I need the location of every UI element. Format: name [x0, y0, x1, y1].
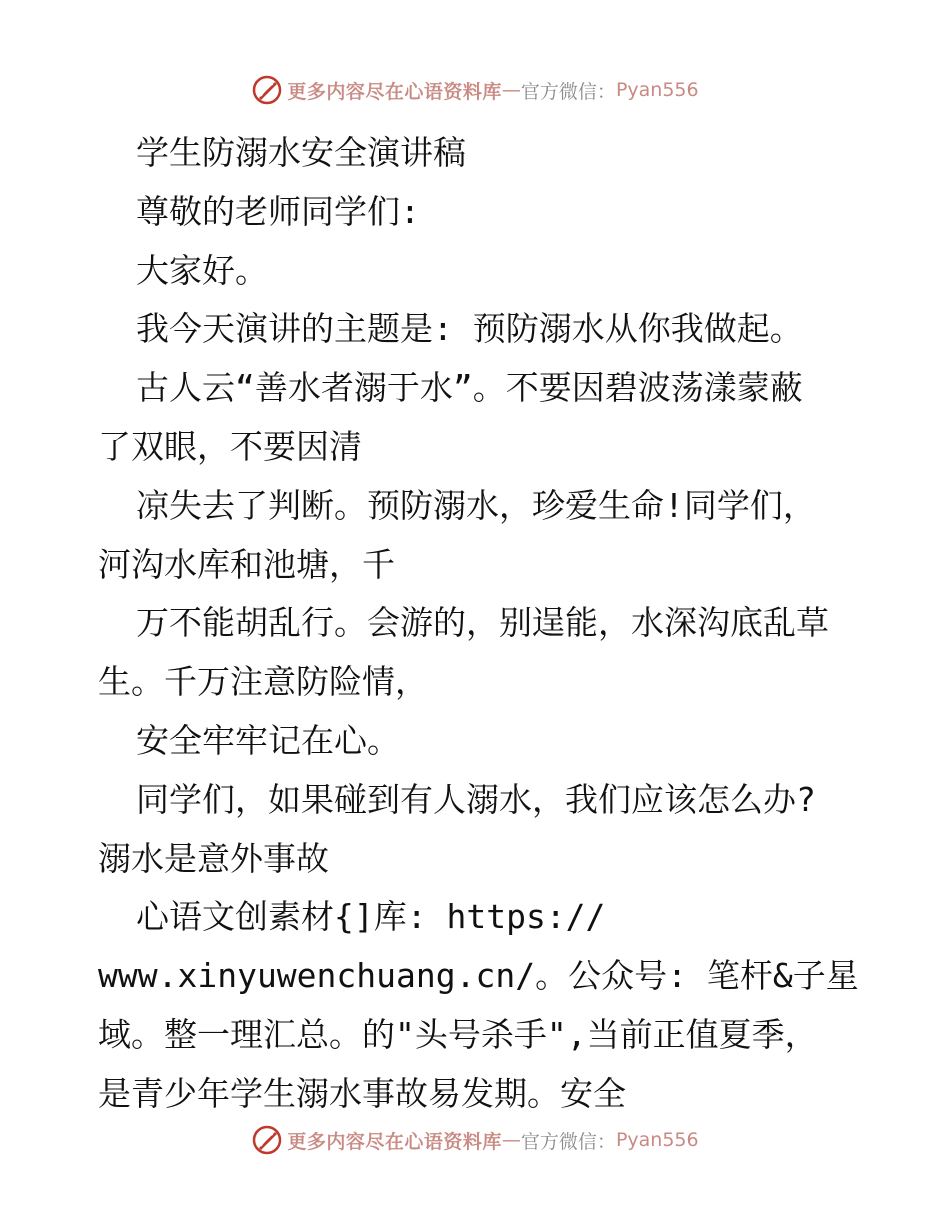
watermark-dash: —: [501, 79, 521, 101]
paragraph-line: 凉失去了判断。预防溺水，珍爱生命!同学们，: [136, 485, 816, 525]
watermark-dash: —: [501, 1129, 521, 1151]
paragraph-line: 域。整一理汇总。的"头号杀手",当前正值夏季，: [98, 1014, 818, 1054]
document-body: [98, 124, 858, 1124]
watermark-wechat-id: Pyan556: [615, 79, 699, 101]
paragraph-line: 我今天演讲的主题是: 预防溺水从你我做起。: [136, 309, 803, 349]
paragraph-line: 生。千万注意防险情，: [98, 662, 428, 702]
paragraph-line: 安全牢牢记在心。: [136, 720, 400, 760]
header-watermark: [0, 73, 950, 107]
greeting: 大家好。: [136, 250, 268, 290]
paragraph-line: 是青少年学生溺水事故易发期。安全: [98, 1073, 626, 1113]
paragraph-line: 同学们，如果碰到有人溺水，我们应该怎么办?: [136, 779, 816, 819]
footer-watermark: [0, 1123, 950, 1157]
watermark-wechat-id: Pyan556: [615, 1129, 699, 1151]
paragraph-line: 了双眼，不要因清: [98, 426, 362, 466]
paragraph-line: 古人云“善水者溺于水”。不要因碧波荡漾蒙蔽: [136, 368, 803, 408]
paragraph-line: 河沟水库和池塘，千: [98, 544, 395, 584]
paragraph-line: 心语文创素材{]库: https://: [136, 897, 606, 937]
quill-pen-logo-icon: [251, 74, 283, 106]
salutation: 尊敬的老师同学们:: [136, 191, 420, 231]
paragraph-line: 溺水是意外事故: [98, 838, 329, 878]
document-title: 学生防溺水安全演讲稿: [136, 133, 466, 172]
paragraph-line: www.xinyuwenchuang.cn/。公众号: 笔杆&子星: [98, 956, 859, 996]
watermark-text: 更多内容尽在心语资料库: [287, 80, 502, 103]
quill-pen-logo-icon: [251, 1124, 283, 1156]
paragraph-line: 万不能胡乱行。会游的，别逞能，水深沟底乱草: [136, 603, 829, 643]
watermark-official-label: 官方微信：: [520, 80, 616, 103]
watermark-text: 更多内容尽在心语资料库: [287, 1130, 502, 1153]
watermark-official-label: 官方微信：: [520, 1130, 616, 1153]
